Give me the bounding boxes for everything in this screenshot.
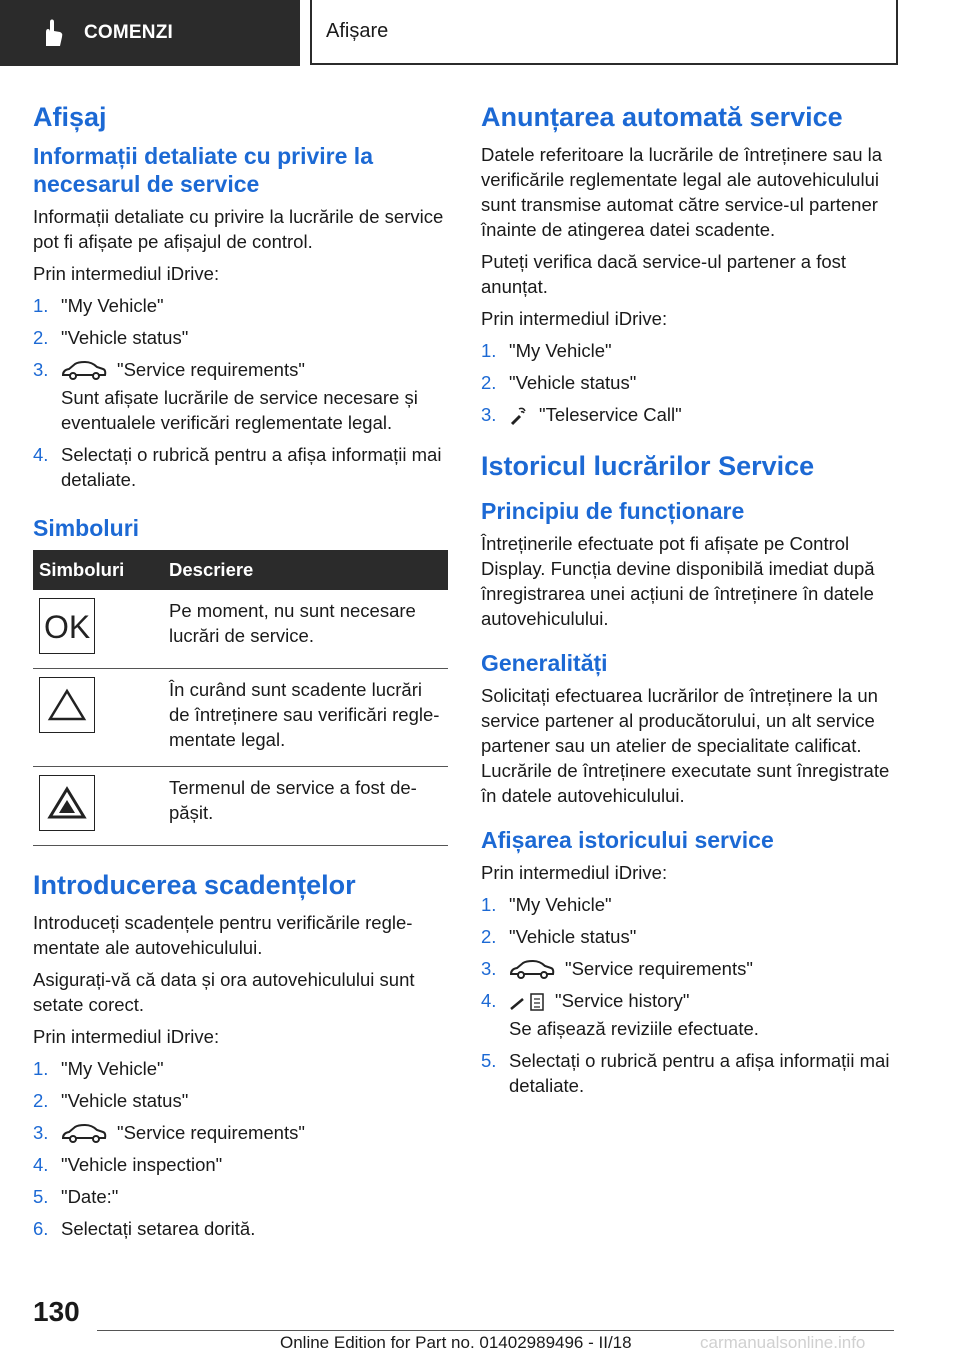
symbols-table (33, 550, 448, 846)
car-icon (61, 361, 107, 381)
list-item: 3. "Service requirements" (481, 958, 753, 980)
heading-principle: Principiu de funcționare (481, 498, 745, 525)
list-item: 1. "My Vehicle" (33, 1058, 164, 1079)
paragraph-idrive: Prin intermediul iDrive: (481, 862, 668, 884)
section-tab (0, 0, 300, 66)
right-column (481, 100, 896, 1105)
paragraph-idrive: Prin intermediul iDrive: (33, 263, 220, 284)
list-item: 6. Selectați setarea dorită. (33, 1218, 256, 1239)
list-item: 1. "My Vehicle" (481, 340, 612, 361)
steps-list-3 (481, 338, 896, 427)
list-item: 3. "Service requirements" (33, 1122, 305, 1143)
list-item: 2. "Vehicle status" (481, 372, 637, 393)
service-history-icon (509, 991, 545, 1013)
steps-list-2 (33, 1056, 448, 1241)
section-label: COMENZI (84, 22, 174, 43)
watermark: carmanualsonline.info (700, 1333, 866, 1352)
heading-detail: Informații detaliate cu privire la necesarul de service (33, 143, 373, 197)
paragraph-idrive: Prin intermediul iDrive: (33, 1026, 220, 1047)
heading-show-history: Afișarea istoricului service (481, 827, 774, 854)
paragraph-idrive: Prin intermediul iDrive: (481, 308, 668, 329)
list-item: 3. "Teleservice Call" (481, 402, 896, 427)
edition-text: Online Edition for Part no. 01402989496 - II/18 (280, 1333, 632, 1352)
column-header: Simboluri (33, 550, 163, 590)
heading-auto-service: Anunțarea automată service (481, 102, 843, 132)
steps-list-4 (481, 892, 896, 1098)
table-row: Termenul de service a fost depășit. (33, 767, 448, 846)
paragraph-auto-2: Puteți verifica dacă service-ul partener a fost anunțat. (481, 251, 847, 297)
steps-list-1 (33, 293, 448, 492)
paragraph-detail: Informații detaliate cu privire la lucrările de service pot fi afișate pe afișajul de control. (33, 206, 444, 252)
list-item: 2. "Vehicle status" (33, 1090, 189, 1111)
car-icon (509, 960, 555, 980)
paragraph-dates-2: Asigurați-vă că data și ora autovehiculului sunt setate corect. (33, 969, 415, 1015)
overdue-triangle-icon (47, 786, 87, 820)
list-item: 4. "Vehicle inspection" (33, 1154, 223, 1175)
paragraph-dates-1: Introduceți scadențele pentru verificările reglementate ale autovehiculului. (33, 912, 413, 958)
chapter-label: Afișare (326, 20, 389, 42)
table-row: În curând sunt scadente lucrări de întreținere sau verificări reglementate legal. (33, 669, 448, 767)
left-column (33, 100, 448, 1248)
paragraph-auto-1: Datele referitoare la lucrările de întreținere sau la verificările reglementate legal ale autovehiculului sunt transmise automat către service-ul partener înainte de atingerea datei scadente. (481, 144, 883, 240)
list-item: 1. "My Vehicle" (33, 295, 164, 316)
list-item: 5. "Date:" (33, 1186, 119, 1207)
paragraph-general: Solicitați efectuarea lucrărilor de întreținere la un service partener al producătorului, un alt service partener sau un atelier de specialitate calificat. Lucrările de întreținere executate sunt înregistrate în datele autovehiculului. (481, 685, 890, 807)
chapter-tab (310, 0, 898, 65)
list-item: 2. "Vehicle status" (33, 327, 189, 348)
hand-touch-icon (38, 18, 66, 48)
ok-symbol-icon (42, 609, 92, 643)
footer-divider (97, 1330, 894, 1331)
list-item: 4. Selectați o rubrică pentru a afișa informații mai detaliate. (33, 444, 442, 490)
heading-display: Afișaj (33, 102, 107, 132)
heading-symbols: Simboluri (33, 515, 140, 541)
svg-text:OK: OK (44, 609, 91, 643)
table-row: OK Pe moment, nu sunt necesare lucrări de service. (33, 590, 448, 669)
page-header (0, 0, 960, 66)
heading-general: Generalități (481, 650, 608, 677)
heading-history: Istoricul lucrărilor Service (481, 451, 815, 482)
list-item: 2. "Vehicle status" (481, 926, 637, 948)
list-item: 3. "Service requirements" Sunt afișate lucrările de service necesare și eventualele verificări reglementate legal. (33, 359, 418, 433)
wrench-call-icon (509, 405, 529, 427)
car-icon (61, 1124, 107, 1144)
heading-dates: Introducerea scadențelor (33, 870, 356, 900)
column-header: Descriere (163, 550, 448, 590)
paragraph-principle: Întreținerile efectuate pot fi afișate pe Control Display. Funcția devine disponibilă imediat după înregistrarea unei acțiuni de întreținere în datele autovehiculului. (481, 533, 875, 630)
list-item: 5. Selectați o rubrică pentru a afișa informații mai detaliate. (481, 1050, 890, 1097)
list-item: 4. "Service history" Se afișează reviziile efectuate. (481, 990, 759, 1040)
page-number: 130 (33, 1296, 80, 1327)
list-item: 1. "My Vehicle" (481, 894, 612, 916)
warning-triangle-icon (47, 688, 87, 722)
